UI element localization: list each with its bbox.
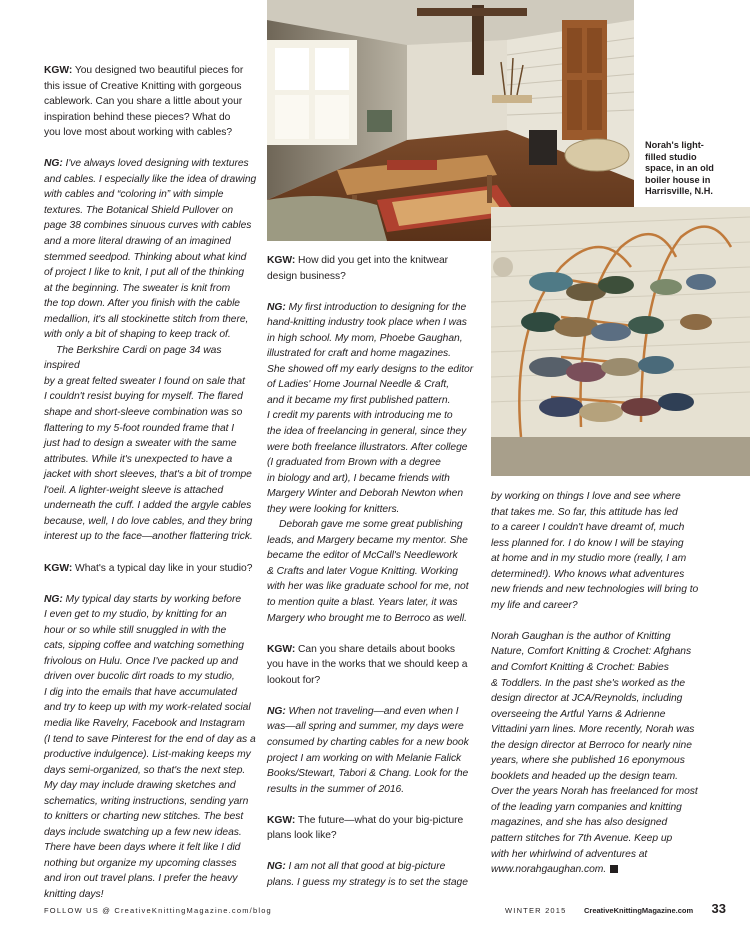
text-line: medallion, it's all stockinette stitch from there, [44, 313, 249, 325]
author-bio [491, 629, 711, 878]
text-line: knitting days! [44, 888, 104, 900]
speaker-kgw: KGW: [44, 562, 73, 574]
text-line: She showed off my early designs to the editor [267, 363, 474, 375]
text-line: frivolous on Hulu. Once I've packed up and [44, 655, 238, 667]
question-typical-day [44, 561, 259, 577]
text-line: I couldn't resist buying for myself. The flared [44, 391, 243, 403]
text-line: days include swatching up a few new ideas. [44, 826, 242, 838]
text-line: just had to design a sweater with the same [44, 438, 237, 450]
text-line: interest up to the face—another flattering trick. [44, 531, 253, 543]
text-line: at the beginning. The sweater is knit from [44, 282, 231, 294]
answer-knitwear-business-cont [267, 517, 485, 626]
question-inspiration [44, 63, 259, 141]
text-line: driven over bucolic dirt roads to my studio, [44, 671, 235, 683]
text-line: l'oeil. A lighter-weight sleeve is attached [44, 484, 224, 496]
speaker-ng: NG: [44, 158, 63, 170]
text-line: in high school. My mom, Phoebe Gaughan, [267, 332, 463, 344]
text-line: flattering to my 5-foot rounded frame that I [44, 422, 235, 434]
text-line: productive indulgence). List-making keeps my [44, 749, 251, 761]
speaker-kgw: KGW: [267, 255, 296, 266]
text-line: and Comfort Knitting & Crochet: Babies [491, 662, 669, 674]
text-line: hour or so while still snuggled in with the [44, 624, 227, 636]
text-line: underneath the cuff. I added the argyle cables [44, 500, 252, 512]
text-line: illustrated for craft and home magazines. [267, 348, 451, 360]
text-line: My typical day starts by working before [65, 593, 242, 605]
text-line: this issue of Creative Knitting with gorgeous [44, 80, 242, 92]
text-line: new friends and new technologies will bring to [491, 584, 699, 596]
text-line: was—all spring and summer, my days were [267, 721, 464, 733]
speaker-kgw: KGW: [267, 814, 296, 826]
yarn-baskets-photo-icon [491, 207, 750, 476]
text-line: Margery who brought me to Berroco as well. [267, 612, 467, 624]
text-line: stemmed seedpod. Thinking about what kind [44, 251, 247, 263]
text-line: that takes me. So far, this attitude has led [491, 506, 678, 518]
text-line: & Toddlers. In the past she's worked as the [491, 677, 686, 689]
text-line: media like Ravelry, Facebook and Instagram [44, 717, 245, 729]
text-line: less planned for. I do know I will be staying [491, 537, 684, 549]
text-line: How did you get into the knitwear [298, 255, 449, 266]
column-middle [267, 253, 485, 890]
text-line: Vittadini yarn lines. More recently, Norah was [491, 724, 695, 736]
text-line: by a great felted sweater I found on sale that [44, 375, 245, 387]
text-line: The Berkshire Cardi on page 34 was inspired [44, 344, 222, 372]
text-line: the design director at Berroco for nearly nine [491, 739, 692, 751]
text-line: I am not all that good at big-picture [288, 861, 446, 873]
text-line: (I tend to save Pinterest for the end of day as a [44, 733, 256, 745]
speaker-ng: NG: [267, 705, 286, 717]
text-line: pattern stitches for 7th Avenue. Keep up [491, 833, 673, 845]
text-line: What's a typical day like in your studio? [75, 562, 253, 574]
text-line: My first introduction to designing for the [288, 301, 467, 313]
text-line: results in the summer of 2016. [267, 783, 405, 795]
question-future [267, 813, 485, 844]
speaker-ng: NG: [267, 861, 286, 873]
text-line: my life and career? [491, 599, 578, 611]
end-mark-icon [610, 865, 618, 873]
text-line: and iron out travel plans. I prefer the heavy [44, 873, 238, 885]
text-line: the idea of freelancing in general, since they [267, 426, 467, 438]
text-line: hand-knitting industry took place when I was [267, 317, 467, 329]
text-line: I dig into the emails that have accumulated [44, 686, 238, 698]
speaker-kgw: KGW: [44, 65, 73, 76]
text-line: magazines, and she has also designed [491, 817, 668, 829]
text-line: years, where she published 16 eponymous [491, 755, 685, 767]
text-line: nothing but organize my upcoming classes [44, 857, 237, 869]
footer-issue: WINTER 2015 [505, 906, 567, 915]
text-line: and cables. I especially like the idea of drawing [44, 173, 257, 185]
text-line: you love most about working with cables? [44, 127, 233, 139]
text-line: shape and short-sleeve combination was so [44, 407, 243, 419]
answer-books [267, 704, 485, 797]
text-line: attributes. While it's unexpected to have a [44, 453, 233, 465]
text-line: because, well, I do love cables, and they bring [44, 515, 253, 527]
text-line: by working on things I love and see where [491, 491, 681, 502]
answer-typical-day [44, 592, 259, 903]
text-line: you have in the works that we should keep a [267, 659, 468, 671]
text-line: consumed by charting cables for a new book [267, 736, 469, 748]
text-line: Can you share details about books [298, 643, 455, 655]
text-line: of the leading yarn companies and knitting [491, 801, 682, 813]
text-line: I even get to my studio, by knitting for an [44, 609, 227, 621]
photo-caption: Norah's light- filled studio space, in an old boiler house in Harrisville, N.H. [645, 140, 714, 197]
text-line: booklets and headed up the design team. [491, 770, 678, 782]
speaker-ng: NG: [44, 593, 63, 605]
text-line: & Crafts and later Vogue Knitting. Working [267, 565, 458, 577]
text-line: The future—what do your big-picture [297, 814, 464, 826]
text-line: to a career I couldn't have dreamt of, much [491, 522, 685, 534]
text-line: design director at JCA/Reynolds, including [491, 693, 683, 705]
answer-inspiration [44, 156, 259, 343]
text-line: to knitters or charting new stitches. The best [44, 811, 244, 823]
text-line: lookout for? [267, 674, 321, 686]
footer-follow[interactable]: FOLLOW US @ CreativeKnittingMagazine.com/blog [44, 906, 272, 915]
text-line: plans look like? [267, 830, 337, 842]
column-right [491, 489, 711, 893]
text-line: cats, sipping coffee and watching something [44, 640, 244, 652]
text-line: There have been days where it felt like I did [44, 842, 241, 854]
text-line: and it became my first published pattern. [267, 394, 451, 406]
text-line: My day may include drawing sketches and [44, 780, 236, 792]
text-line: at home and in my studio more (really, I am [491, 553, 687, 565]
text-line: Nature, Comfort Knitting & Crochet: Afghans [491, 646, 692, 658]
answer-future [267, 859, 485, 890]
text-line: design business? [267, 270, 346, 282]
text-line: plans. I guess my strategy is to set the stage [267, 876, 468, 888]
answer-knitwear-business [267, 300, 485, 518]
text-line: with her was like graduate school for me, not [267, 581, 469, 593]
text-line: Over the years Norah has freelanced for most [491, 786, 698, 798]
website-link[interactable]: www.norahgaughan.com. [491, 864, 607, 876]
text-line: in biology and art), I became friends with [267, 472, 450, 484]
text-line: they were looking for knitters. [267, 503, 400, 515]
text-line: the top down. After you finish with the cable [44, 298, 240, 310]
text-line: I credit my parents with introducing me to [267, 410, 453, 422]
text-line: Norah Gaughan is the author of Knitting [491, 630, 671, 642]
text-line: When not traveling—and even when I [288, 705, 459, 717]
text-line: of Ladies' Home Journal Needle & Craft, [267, 379, 450, 391]
page-number: 33 [711, 901, 726, 916]
answer-future-cont [491, 489, 711, 613]
text-line: schematics, writing instructions, sending yarn [44, 795, 249, 807]
speaker-kgw: KGW: [267, 643, 296, 655]
text-line: (I graduated from Brown with a degree [267, 457, 441, 469]
studio-photo-icon [267, 0, 634, 241]
column-left [44, 63, 259, 918]
text-line: leads, and Margery became my mentor. She [267, 534, 468, 546]
text-line: cablework. Can you share a little about your [44, 96, 243, 108]
text-line: overseeing the Artful Yarns & Adrienne [491, 708, 666, 720]
text-line: jacket with short sleeves, that's a bit of trompe [44, 469, 252, 481]
text-line: and a more literal drawing of an imagined [44, 236, 231, 248]
text-line: I've always loved designing with textures [65, 158, 249, 170]
text-line: project I am working on with Melanie Falick [267, 752, 462, 764]
text-line: You designed two beautiful pieces for [74, 65, 244, 76]
text-line: Books/Stewart, Tabori & Chang. Look for the [267, 768, 469, 780]
text-line: with cables and “coloring in” with simple [44, 189, 224, 201]
answer-inspiration-cont [44, 343, 259, 545]
text-line: with her whirlwind of adventures at [491, 848, 648, 860]
studio-photo [267, 0, 634, 241]
text-line: with only a bit of shaping to keep track of. [44, 329, 231, 341]
speaker-ng: NG: [267, 301, 286, 313]
text-line: inspiration behind these pieces? What do [44, 111, 231, 123]
question-books [267, 642, 485, 689]
text-line: of project I like to knit, I put all of the thinking [44, 267, 245, 279]
text-line: became the editor of McCall's Needlework [267, 550, 458, 562]
text-line: days semi-organized, so that's the next step. [44, 764, 246, 776]
text-line: textures. The Botanical Shield Pullover on [44, 204, 234, 216]
text-line: were both freelance illustrators. After college [267, 441, 468, 453]
yarn-baskets-photo [491, 207, 750, 476]
text-line: Deborah gave me some great publishing [279, 519, 463, 531]
text-line: page 38 combines sinuous curves with cables [44, 220, 252, 232]
text-line: and try to keep up with my work-related social [44, 702, 251, 714]
text-line: determined!). Who knows what adventures [491, 568, 685, 580]
footer-site[interactable]: CreativeKnittingMagazine.com [584, 906, 694, 915]
text-line: Margery Winter and Deborah Newton when [267, 488, 464, 500]
text-line: to mention quite a blast. Years later, it was [267, 597, 458, 609]
question-knitwear-business [267, 253, 485, 284]
